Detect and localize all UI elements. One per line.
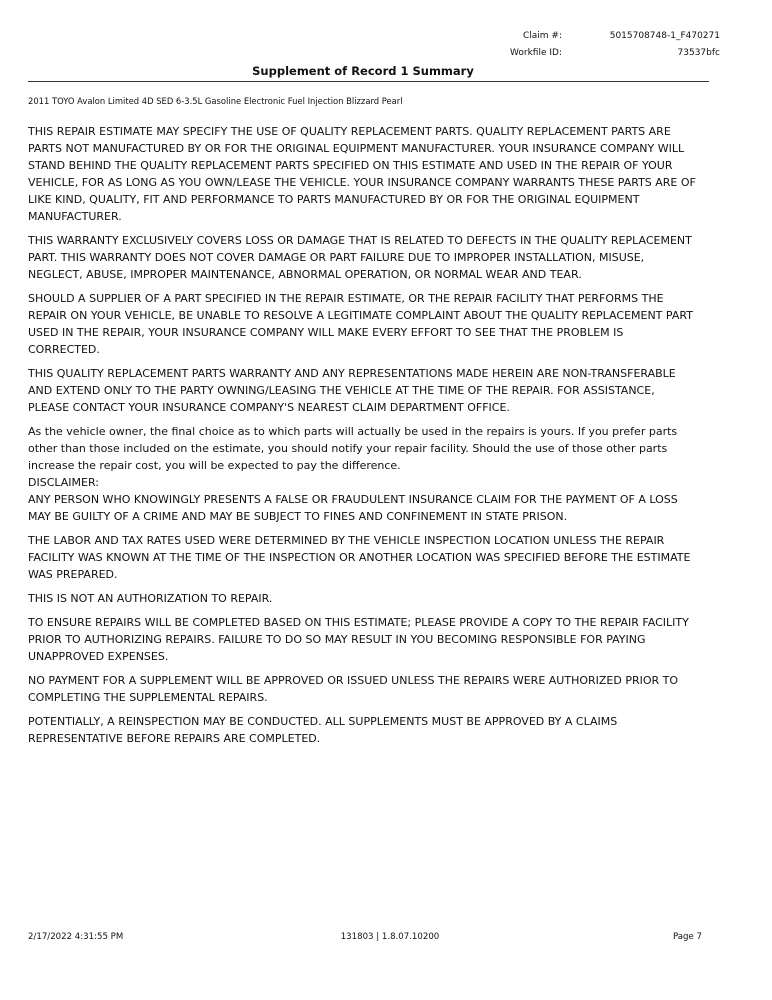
vehicle-description: 2011 TOYO Avalon Limited 4D SED 6-3.5L Gasoline Electronic Fuel Injection Blizzard Pearl: [28, 96, 403, 106]
paragraph-supplement-payment: NO PAYMENT FOR A SUPPLEMENT WILL BE APPROVED OR ISSUED UNLESS THE REPAIRS WERE AUTHORIZED PRIOR TO COMPLETING THE SUPPLEMENTAL REPAIRS.: [28, 674, 679, 704]
claim-label: Claim #:: [522, 31, 562, 41]
paragraph-owner-choice: As the vehicle owner, the final choice as to which parts will actually be used in the repairs is yours. If you prefer parts other than those included on the estimate, you should notify your repair facility. Should the use of those other parts increase the repair cost, you will be expected to pay the difference.: [28, 425, 678, 472]
paragraph-ensure-repairs: TO ENSURE REPAIRS WILL BE COMPLETED BASED ON THIS ESTIMATE; PLEASE PROVIDE A COPY TO THE REPAIR FACILITY PRIOR TO AUTHORIZING REPAIRS. FAILURE TO DO SO MAY RESULT IN YOU BECOMING RESPONSIBLE FOR PAYING UNAPPROVED EXPENSES.: [28, 616, 689, 663]
paragraph-not-authorization: THIS IS NOT AN AUTHORIZATION TO REPAIR.: [28, 592, 273, 605]
paragraph-supplier-complaint: SHOULD A SUPPLIER OF A PART SPECIFIED IN THE REPAIR ESTIMATE, OR THE REPAIR FACILITY THAT PERFORMS THE REPAIR ON YOUR VEHICLE, BE UNABLE TO RESOLVE A LEGITIMATE COMPLAINT ABOUT THE QUALITY REPLACEMENT PART USED IN THE REPAIR, YOUR INSURANCE COMPANY WILL MAKE EVERY EFFORT TO SEE THAT THE PROBLEM IS CORRECTED.: [28, 292, 693, 356]
paragraph-reinspection: POTENTIALLY, A REINSPECTION MAY BE CONDUCTED. ALL SUPPLEMENTS MUST BE APPROVED BY A CLAIMS REPRESENTATIVE BEFORE REPAIRS ARE COMPLETED.: [28, 715, 618, 745]
paragraph-quality-parts: THIS REPAIR ESTIMATE MAY SPECIFY THE USE OF QUALITY REPLACEMENT PARTS. QUALITY REPLACEMENT PARTS ARE PARTS NOT MANUFACTURED BY OR FOR THE ORIGINAL EQUIPMENT MANUFACTURER. YOUR INSURANCE COMPANY WILL STAND BEHIND THE QUALITY REPLACEMENT PARTS SPECIFIED ON THIS ESTIMATE AND USED IN THE REPAIR OF YOUR VEHICLE, FOR AS LONG AS YOU OWN/LEASE THE VEHICLE. YOUR INSURANCE COMPANY WARRANTS THESE PARTS ARE OF LIKE KIND, QUALITY, FIT AND PERFORMANCE TO PARTS MANUFACTURED BY OR FOR THE ORIGINAL EQUIPMENT MANUFACTURER.: [28, 125, 696, 223]
title-divider: [28, 81, 709, 82]
page-number: Page 7: [672, 932, 702, 942]
footer-datetime: 2/17/2022 4:31:55 PM: [28, 932, 124, 942]
workfile-label: Workfile ID:: [510, 48, 562, 58]
paragraph-non-transferable: THIS QUALITY REPLACEMENT PARTS WARRANTY AND ANY REPRESENTATIONS MADE HEREIN ARE NON-TRANSFERABLE AND EXTEND ONLY TO THE PARTY OWNING/LEASING THE VEHICLE AT THE TIME OF THE REPAIR. FOR ASSISTANCE, PLEASE CONTACT YOUR INSURANCE COMPANY'S NEAREST CLAIM DEPARTMENT OFFICE.: [28, 367, 676, 414]
document-body: [28, 123, 696, 754]
paragraph-fraud-disclaimer: ANY PERSON WHO KNOWINGLY PRESENTS A FALSE OR FRAUDULENT INSURANCE CLAIM FOR THE PAYMENT OF A LOSS MAY BE GUILTY OF A CRIME AND MAY BE SUBJECT TO FINES AND CONFINEMENT IN STATE PRISON.: [28, 493, 678, 523]
footer-version: 131803 | 1.8.07.10200: [340, 932, 440, 942]
paragraph-warranty-coverage: THIS WARRANTY EXCLUSIVELY COVERS LOSS OR DAMAGE THAT IS RELATED TO DEFECTS IN THE QUALITY REPLACEMENT PART. THIS WARRANTY DOES NOT COVER DAMAGE OR PART FAILURE DUE TO IMPROPER INSTALLATION, MISUSE, NEGLECT, ABUSE, IMPROPER MAINTENANCE, ABNORMAL OPERATION, OR NORMAL WEAR AND TEAR.: [28, 234, 692, 281]
document-title: Supplement of Record 1 Summary: [252, 64, 474, 78]
paragraph-labor-tax-rates: THE LABOR AND TAX RATES USED WERE DETERMINED BY THE VEHICLE INSPECTION LOCATION UNLESS THE REPAIR FACILITY WAS KNOWN AT THE TIME OF THE INSPECTION OR ANOTHER LOCATION WAS SPECIFIED BEFORE THE ESTIMATE WAS PREPARED.: [28, 534, 691, 581]
workfile-id: 73537bfc: [677, 48, 720, 58]
disclaimer-heading: DISCLAIMER:: [28, 476, 99, 489]
claim-number: 5015708748-1_F470271: [609, 31, 720, 41]
